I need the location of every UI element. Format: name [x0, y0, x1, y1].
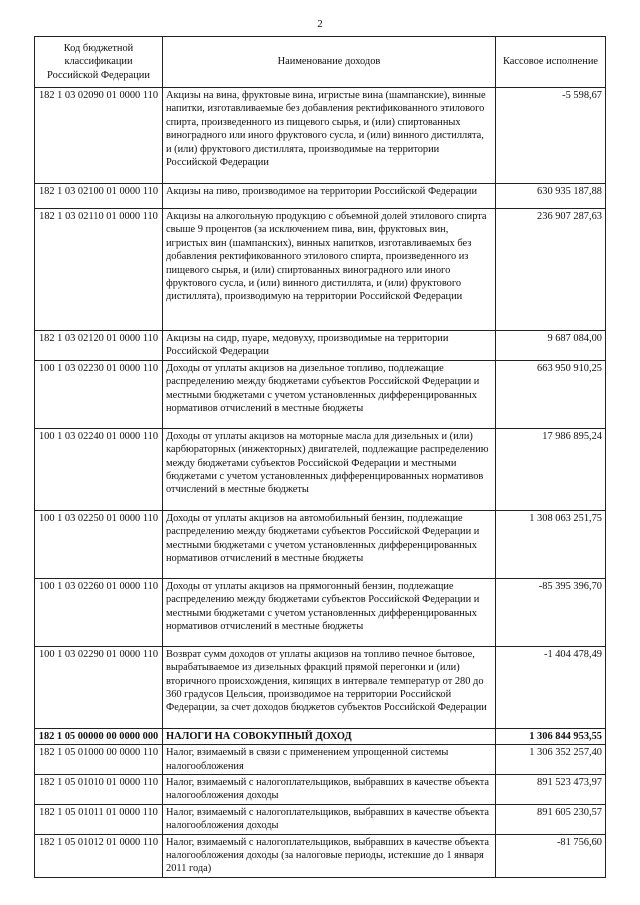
revenue-table	[34, 36, 606, 878]
amount-cell: -5 598,67	[496, 88, 606, 184]
amount-cell: 1 308 063 251,75	[496, 510, 606, 578]
table-header-row	[35, 37, 606, 88]
table-row	[35, 360, 606, 428]
budget-code-cell: 182 1 03 02120 01 0000 110	[35, 331, 163, 361]
table-row	[35, 331, 606, 361]
revenue-name-cell: Доходы от уплаты акцизов на автомобильный бензин, подлежащие распределению между бюджетами субъектов Российской Федерации и местными бюджетами с учетом установленных дифференцированных нормативов отчислений в местные бюджеты	[163, 510, 496, 578]
amount-cell: 630 935 187,88	[496, 184, 606, 209]
budget-code-cell: 182 1 05 01010 01 0000 110	[35, 775, 163, 805]
amount-cell: 891 605 230,57	[496, 804, 606, 834]
table-row	[35, 745, 606, 775]
budget-code-cell: 100 1 03 02240 01 0000 110	[35, 428, 163, 510]
budget-code-cell: 182 1 03 02090 01 0000 110	[35, 88, 163, 184]
amount-cell: 236 907 287,63	[496, 209, 606, 331]
amount-cell: -81 756,60	[496, 834, 606, 877]
revenue-name-cell: Доходы от уплаты акцизов на прямогонный бензин, подлежащие распределению между бюджетами субъектов Российской Федерации и местными бюджетами с учетом установленных дифференцированных нормативов отчислений в местные бюджеты	[163, 578, 496, 646]
amount-cell: 663 950 910,25	[496, 360, 606, 428]
revenue-name-cell: Акцизы на пиво, производимое на территории Российской Федерации	[163, 184, 496, 209]
revenue-name-cell: Налог, взимаемый с налогоплательщиков, выбравших в качестве объекта налогообложения доходы	[163, 804, 496, 834]
budget-code-cell: 182 1 03 02110 01 0000 110	[35, 209, 163, 331]
table-row	[35, 88, 606, 184]
table-row	[35, 578, 606, 646]
revenue-name-cell: Акцизы на алкогольную продукцию с объемной долей этилового спирта свыше 9 процентов (за исключением пива, вин, фруктовых вин, игристых вин (шампанских), винных напитков, изготавливаемых без добавления ректификованного этилового спирта, произведенного из пищевого сырья, и (или) спиртованных виноградного или иного фруктового сусла, и (или) винного дистиллята, и (или) фруктового дистиллята), производимую на территории Российской Федерации	[163, 209, 496, 331]
budget-code-cell: 182 1 05 01011 01 0000 110	[35, 804, 163, 834]
budget-code-cell: 182 1 05 01000 00 0000 110	[35, 745, 163, 775]
amount-cell: 1 306 844 953,55	[496, 728, 606, 744]
revenue-name-cell: Доходы от уплаты акцизов на моторные масла для дизельных и (или) карбюраторных (инжекторных) двигателей, подлежащие распределению между бюджетами субъектов Российской Федерации и местными бюджетами с учетом установленных дифференцированных нормативов отчислений в местные бюджеты	[163, 428, 496, 510]
amount-cell: -1 404 478,49	[496, 646, 606, 728]
table-row	[35, 804, 606, 834]
table-row	[35, 646, 606, 728]
table-row	[35, 209, 606, 331]
table-row	[35, 775, 606, 805]
header-revenue-name: Наименование доходов	[163, 37, 496, 88]
revenue-name-cell: Налог, взимаемый в связи с применением упрощенной системы налогообложения	[163, 745, 496, 775]
amount-cell: 1 306 352 257,40	[496, 745, 606, 775]
revenue-name-cell: Акцизы на вина, фруктовые вина, игристые вина (шампанские), винные напитки, изготавливаемые без добавления ректификованного этилового спирта, произведенного из пищевого сырья, и (или) спиртованных виноградного или иного фруктового сусла, и (или) винного дистиллята, и (или) фруктового дистиллята, производимые на территории Российской Федерации	[163, 88, 496, 184]
amount-cell: 9 687 084,00	[496, 331, 606, 361]
amount-cell: 17 986 895,24	[496, 428, 606, 510]
revenue-name-cell: Налог, взимаемый с налогоплательщиков, выбравших в качестве объекта налогообложения доходы	[163, 775, 496, 805]
amount-cell: -85 395 396,70	[496, 578, 606, 646]
revenue-name-cell: Акцизы на сидр, пуаре, медовуху, производимые на территории Российской Федерации	[163, 331, 496, 361]
table-row	[35, 510, 606, 578]
amount-cell: 891 523 473,97	[496, 775, 606, 805]
revenue-name-cell: Доходы от уплаты акцизов на дизельное топливо, подлежащие распределению между бюджетами субъектов Российской Федерации и местными бюджетами с учетом установленных дифференцированных нормативов отчислений в местные бюджеты	[163, 360, 496, 428]
budget-code-cell: 182 1 03 02100 01 0000 110	[35, 184, 163, 209]
revenue-name-cell: НАЛОГИ НА СОВОКУПНЫЙ ДОХОД	[163, 728, 496, 744]
revenue-name-cell: Возврат сумм доходов от уплаты акцизов на топливо печное бытовое, вырабатываемое из дизельных фракций прямой перегонки и (или) вторичного происхождения, кипящих в интервале температур от 280 до 360 градусов Цельсия, производимое на территории Российской Федерации, за счет доходов бюджетов субъектов Российской Федерации	[163, 646, 496, 728]
page-number: 2	[317, 18, 323, 30]
budget-code-cell: 100 1 03 02260 01 0000 110	[35, 578, 163, 646]
budget-code-cell: 100 1 03 02230 01 0000 110	[35, 360, 163, 428]
revenue-name-cell: Налог, взимаемый с налогоплательщиков, выбравших в качестве объекта налогообложения доходы (за налоговые периоды, истекшие до 1 января 2011 года)	[163, 834, 496, 877]
budget-code-cell: 182 1 05 01012 01 0000 110	[35, 834, 163, 877]
table-row	[35, 184, 606, 209]
header-budget-code: Код бюджетной классификации Российской Федерации	[35, 37, 163, 88]
budget-code-cell: 100 1 03 02290 01 0000 110	[35, 646, 163, 728]
header-cash-execution: Кассовое исполнение	[496, 37, 606, 88]
table-row	[35, 428, 606, 510]
budget-code-cell: 182 1 05 00000 00 0000 000	[35, 728, 163, 744]
budget-code-cell: 100 1 03 02250 01 0000 110	[35, 510, 163, 578]
table-row	[35, 834, 606, 877]
table-row	[35, 728, 606, 744]
